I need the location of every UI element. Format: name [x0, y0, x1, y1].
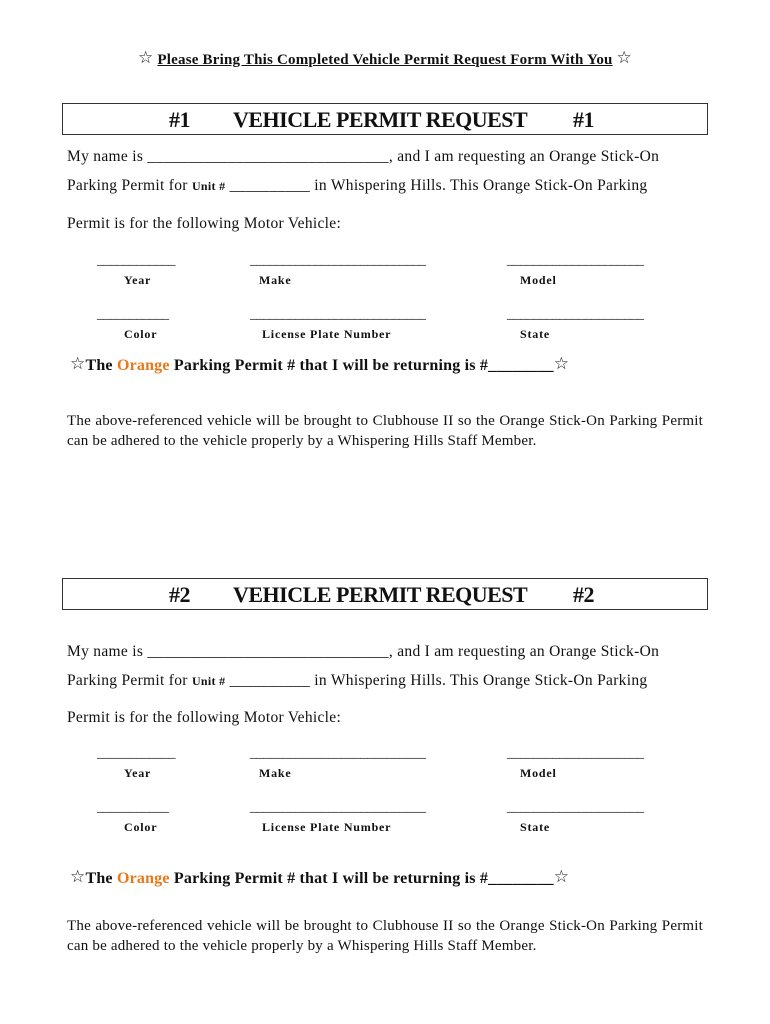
model-label: Model	[520, 273, 557, 287]
instructions-paragraph: The above-referenced vehicle will be brought to Clubhouse II so the Orange Stick-On Parking Permit can be adhered to the vehicle properly by a Whispering Hills Staff Member.	[67, 413, 703, 449]
unit-line-end: __________ in Whispering Hills. This Orange Stick-On Parking	[225, 672, 648, 689]
year-field[interactable]: ____________	[97, 253, 175, 268]
form-title: VEHICLE PERMIT REQUEST	[233, 582, 528, 607]
vehicle-intro: Permit is for the following Motor Vehicle:	[67, 709, 342, 726]
permit-form-2	[0, 578, 770, 978]
returning-the: The	[85, 870, 113, 887]
form-title-box	[62, 578, 708, 610]
returning-permit-line[interactable]	[70, 354, 569, 375]
form-title-box	[62, 103, 708, 135]
returning-the: The	[85, 357, 113, 374]
color-field[interactable]: ___________	[97, 307, 169, 322]
color-field[interactable]: ___________	[97, 800, 169, 815]
model-field[interactable]: _____________________	[507, 253, 644, 268]
unit-line-start: Parking Permit for	[67, 672, 192, 689]
star-icon: ☆	[138, 48, 154, 67]
unit-line[interactable]	[67, 177, 647, 195]
unit-label: Unit #	[191, 674, 226, 688]
unit-line-end: __________ in Whispering Hills. This Orange Stick-On Parking	[225, 177, 648, 194]
form-title: VEHICLE PERMIT REQUEST	[233, 107, 528, 132]
unit-line[interactable]	[67, 672, 647, 690]
orange-word: Orange	[116, 870, 170, 887]
vehicle-intro: Permit is for the following Motor Vehicle:	[67, 215, 342, 232]
form-number-left: #1	[169, 107, 190, 132]
year-label: Year	[124, 273, 152, 287]
make-label: Make	[259, 273, 292, 287]
returning-text: Parking Permit # that I will be returning is #________	[173, 357, 554, 374]
state-label: State	[520, 820, 550, 834]
star-icon: ☆	[616, 48, 632, 67]
year-label: Year	[124, 766, 152, 780]
make-label: Make	[259, 766, 292, 780]
plate-field[interactable]: ___________________________	[250, 800, 426, 815]
unit-line-start: Parking Permit for	[67, 177, 192, 194]
returning-text: Parking Permit # that I will be returning is #________	[173, 870, 554, 887]
star-icon: ☆	[553, 354, 570, 373]
star-icon: ☆	[553, 867, 570, 886]
make-field[interactable]: ___________________________	[250, 746, 426, 761]
instructions-paragraph: The above-referenced vehicle will be brought to Clubhouse II so the Orange Stick-On Parking Permit can be adhered to the vehicle properly by a Whispering Hills Staff Member.	[67, 918, 703, 954]
returning-permit-line[interactable]	[70, 867, 569, 888]
name-line[interactable]: My name is ______________________________, and I am requesting an Orange Stick-On	[67, 148, 660, 165]
state-label: State	[520, 327, 550, 341]
form-number-right: #2	[573, 582, 594, 607]
color-label: Color	[124, 327, 158, 341]
year-field[interactable]: ____________	[97, 746, 175, 761]
name-line[interactable]: My name is ______________________________, and I am requesting an Orange Stick-On	[67, 643, 660, 660]
form-number-right: #1	[573, 107, 594, 132]
unit-label: Unit #	[191, 179, 226, 193]
header-instruction: Please Bring This Completed Vehicle Permit Request Form With You	[157, 52, 613, 68]
plate-field[interactable]: ___________________________	[250, 307, 426, 322]
state-field[interactable]: _____________________	[507, 307, 644, 322]
orange-word: Orange	[116, 357, 170, 374]
form-number-left: #2	[169, 582, 190, 607]
plate-label: License Plate Number	[262, 820, 392, 834]
model-label: Model	[520, 766, 557, 780]
page-header	[0, 48, 770, 69]
permit-form-1	[0, 103, 770, 503]
star-icon: ☆	[70, 354, 86, 373]
color-label: Color	[124, 820, 158, 834]
model-field[interactable]: _____________________	[507, 746, 644, 761]
plate-label: License Plate Number	[262, 327, 392, 341]
make-field[interactable]: ___________________________	[250, 253, 426, 268]
state-field[interactable]: _____________________	[507, 800, 644, 815]
star-icon: ☆	[70, 867, 86, 886]
